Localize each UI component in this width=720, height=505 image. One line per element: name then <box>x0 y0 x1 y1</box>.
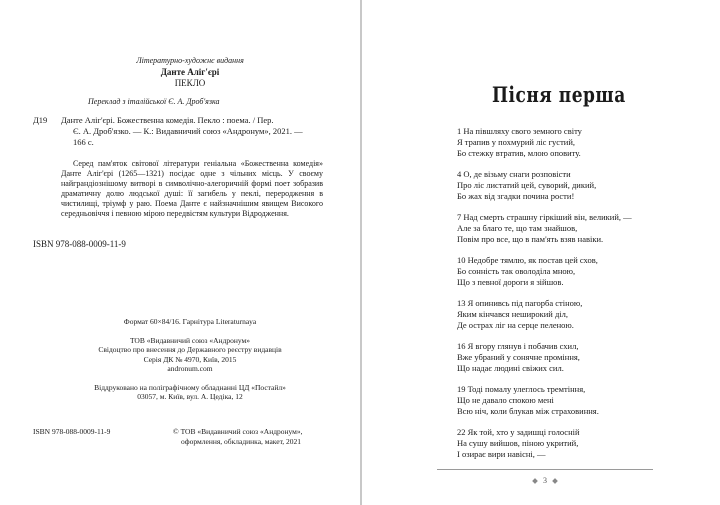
verse-line: 7 Над смерть страшну гіркіший він, великий, — <box>457 212 632 222</box>
verse-line: 16 Я вгору глянув і побачив схил, <box>457 341 579 351</box>
footer-rule <box>437 469 653 470</box>
verse-line: 1 На півшляху свого земного світу <box>457 126 582 136</box>
isbn-bottom: ISBN 978-088-0009-11-9 <box>33 427 111 436</box>
verse-line: 22 Як той, хто у задишці голосній <box>457 427 580 437</box>
verse-line: Вже убраний у сонячне проміння, <box>457 352 580 362</box>
stanza-10 <box>457 255 697 288</box>
genre-label: Літературно-художнє видання <box>136 56 244 65</box>
series-line: Серія ДК № 4970, Київ, 2015 <box>143 354 237 364</box>
page-number: 3 <box>543 476 547 485</box>
author-name: Данте Аліг'єрі <box>160 67 220 77</box>
diamond-ornament-icon <box>552 478 558 484</box>
verse-line: 19 Тоді помалу улеглось тремтіння, <box>457 384 586 394</box>
verse-line: Бо сонність так оволоділа мною, <box>457 266 576 276</box>
stanza-19 <box>457 384 697 417</box>
verse-line: Що надає людині свіжих сил. <box>457 363 564 373</box>
stanza-4 <box>457 169 697 202</box>
certificate-line: Свідоцтво про внесення до Державного реєстру видавців <box>98 345 282 354</box>
diamond-ornament-icon <box>532 478 538 484</box>
catalog-code: Д19 <box>33 115 48 125</box>
verse-line: Повім про все, що в пам'ять взяв навіки. <box>457 234 604 244</box>
verse-line: 4 О, де візьму снаги розповісти <box>457 169 571 179</box>
stanza-1 <box>457 126 697 159</box>
verse-line: І озирає вири навісні, — <box>457 449 546 459</box>
isbn-top: ISBN 978-088-0009-11-9 <box>33 239 126 249</box>
book-annotation: Серед пам'яток світової літератури геніальна «Божественна комедія» Данте Аліг'єрі (1265—1321) посідає одне з чільних місць. У своєму найграндіознішому витворі в символічно-алегоричній формі поет зобразив драматичну долю людської душі: її загибель у пеклі, переродження в чистилищі, тріумф у раю. Поема Данте є найзначнішим явищем Високого середньовіччя і певною мірою передвістям культури Відродження. <box>61 159 323 218</box>
verse-line: Де острах ліг на серце пеленою. <box>457 320 574 330</box>
song-title: Пісня перша <box>492 83 626 108</box>
imprint-block <box>70 317 310 402</box>
format-line: Формат 60×84/16. Гарнітура Literaturnaya <box>123 317 257 326</box>
copyright-line-1: © ТОВ «Видавничий союз «Андронум», <box>173 427 303 436</box>
verse-line: Але за благо те, що там знайшов, <box>457 223 578 233</box>
catalog-line-1: Данте Аліг'єрі. Божественна комедія. Пекло : поема. / Пер. <box>61 115 274 125</box>
verse-line: Бо стежку втратив, млою оповиту. <box>457 148 581 158</box>
book-title: ПЕКЛО <box>174 78 206 88</box>
verse-line: На сушу вийшов, піною укритий, <box>457 438 579 448</box>
stanza-16 <box>457 341 697 374</box>
website-line: andronum.com <box>167 364 213 373</box>
stanza-13 <box>457 298 697 331</box>
printed-line: Віддруковано на поліграфічному обладнанні ЦД «Постайл» <box>94 382 286 392</box>
copyright-line-2: оформлення, обкладинка, макет, 2021 <box>181 437 302 446</box>
copyright-notice <box>173 427 303 447</box>
page-number-footer <box>520 476 570 485</box>
verse-line: Яким кінчався неширокий діл, <box>457 309 569 319</box>
verse-line: Що з певної дороги я зійшов. <box>457 277 564 287</box>
stanza-7 <box>457 212 697 245</box>
catalog-line-2: Є. А. Дроб'язко. — К.: Видавничий союз «Андронум», 2021. — <box>73 126 303 136</box>
verse-line: Я трапив у похмурий ліс густий, <box>457 137 576 147</box>
catalog-record <box>61 115 323 148</box>
verse-line: Про ліс листатий цей, суворий, дикий, <box>457 180 597 190</box>
verse-line: Бо жах від згадки починa рости! <box>457 191 575 201</box>
poem-text <box>457 126 697 470</box>
verse-line: 13 Я опинивсь під пагорба стіною, <box>457 298 583 308</box>
publisher-line: ТОВ «Видавничий союз «Андронум» <box>129 335 251 345</box>
translator-credit: Переклад з італійської Є. А. Дроб'язка <box>88 97 220 106</box>
verse-line: Що не давало спокою мені <box>457 395 554 405</box>
catalog-line-3: 166 с. <box>73 137 94 147</box>
verse-line: 10 Недобре тямлю, як постав цей схов, <box>457 255 598 265</box>
right-page-poem <box>362 0 720 505</box>
verse-line: Всю ніч, коли блукав між страховиння. <box>457 406 599 416</box>
stanza-22 <box>457 427 697 460</box>
address-line: 03057, м. Київ, вул. А. Цедіка, 12 <box>137 392 243 401</box>
